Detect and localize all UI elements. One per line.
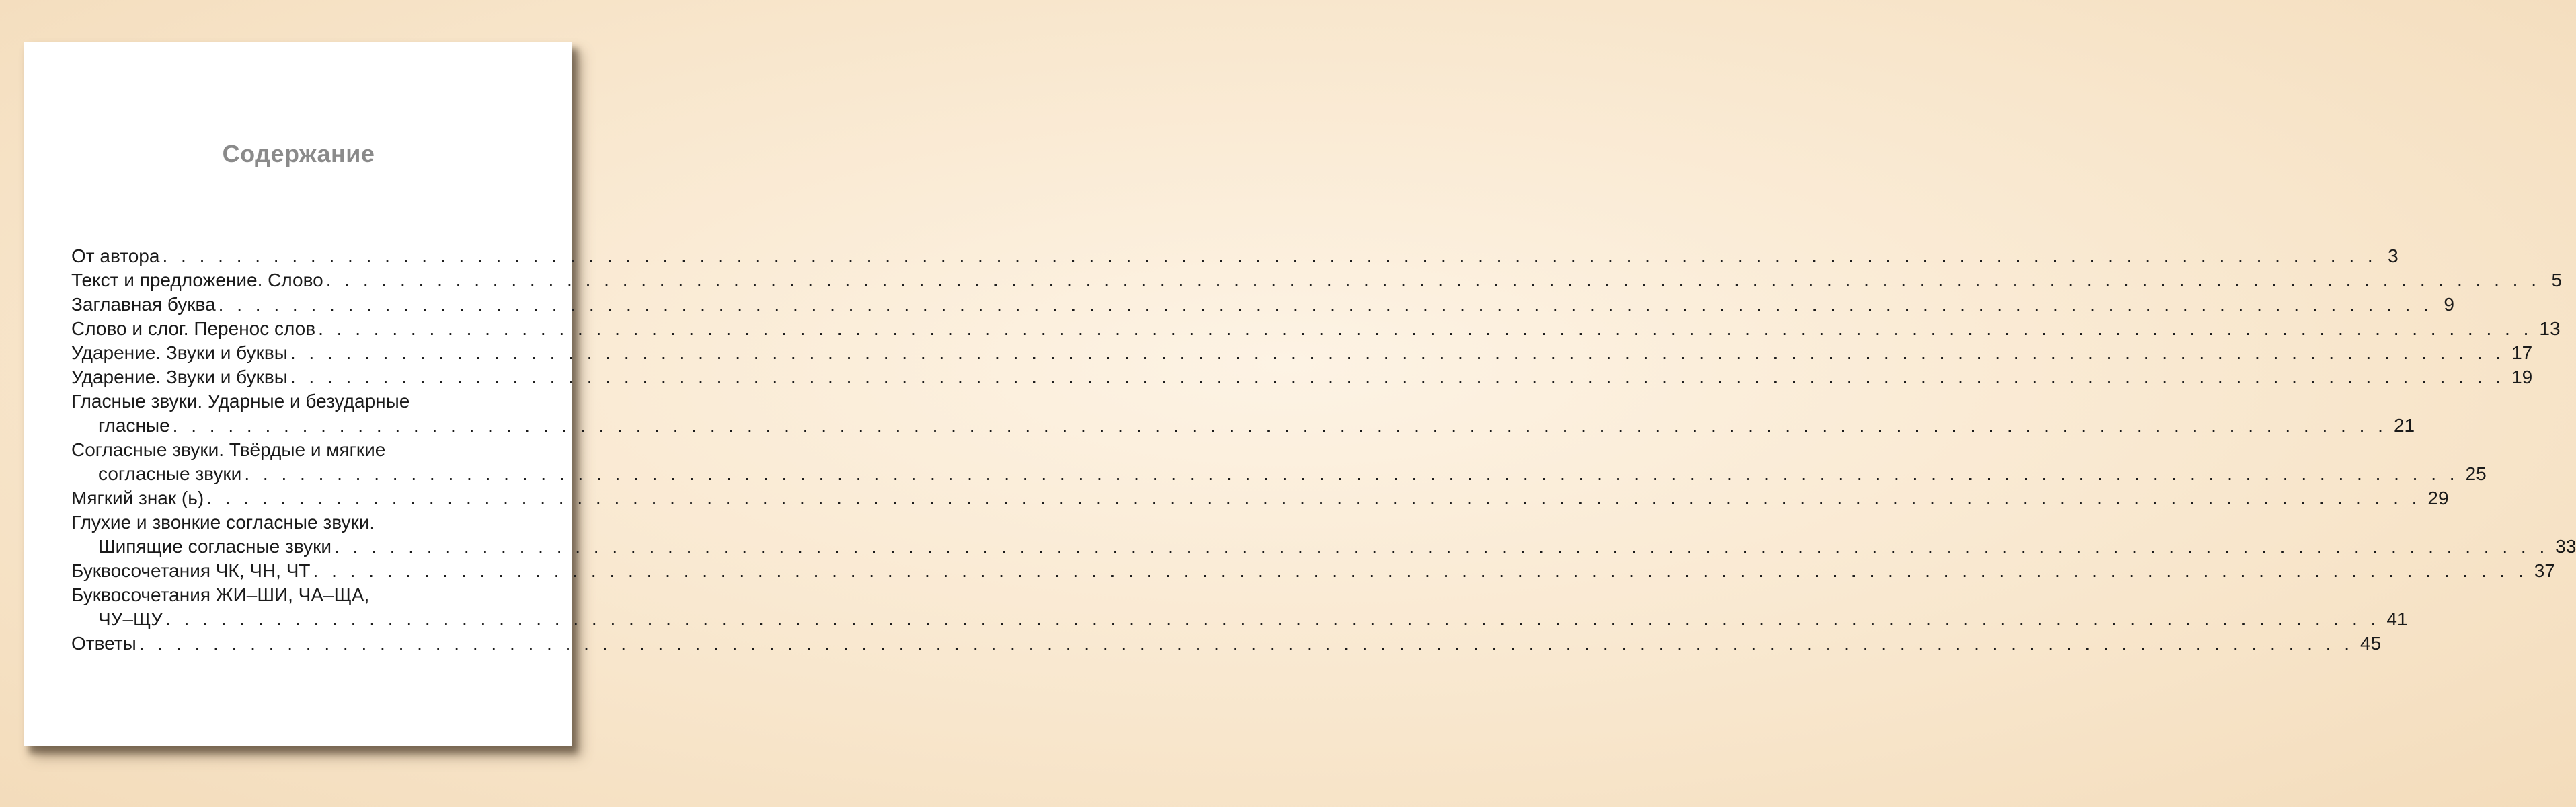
toc-page-number: 17 (2511, 342, 2533, 363)
dot-leader: . . . . . . . . . . . . . . . . . . . . . . . . . . . . . . . . . . . . . . . . . . . . . . . . . . . . . . . . . . . . . . . . . . . . . . . . . . . . . . . . . . . . . . . . . . . . . . . . . . . . . . . . . . . . . . . . . . . . . . . . (139, 633, 2354, 654)
toc-entry-title: Буквосочетания ЧК, ЧН, ЧТ (71, 560, 311, 581)
toc-entry-line (71, 341, 2533, 365)
dot-leader: . . . . . . . . . . . . . . . . . . . . . . . . . . . . . . . . . . . . . . . . . . . . . . . . . . . . . . . . . . . . . . . . . . . . . . . . . . . . . . . . . . . . . . . . . . . . . . . . . . . . . . . . . . . . . . . . . . . . . . . . (244, 463, 2459, 484)
toc-entry (71, 365, 2533, 389)
dot-leader: . . . . . . . . . . . . . . . . . . . . . . . . . . . . . . . . . . . . . . . . . . . . . . . . . . . . . . . . . . . . . . . . . . . . . . . . . . . . . . . . . . . . . . . . . . . . . . . . . . . . . . . . . . . . . . . . . . . . . . . . (318, 318, 2533, 339)
dot-leader: . . . . . . . . . . . . . . . . . . . . . . . . . . . . . . . . . . . . . . . . . . . . . . . . . . . . . . . . . . . . . . . . . . . . . . . . . . . . . . . . . . . . . . . . . . . . . . . . . . . . . . . . . . . . . . . . . . . . . . . . (162, 245, 2377, 266)
dot-leader: . . . . . . . . . . . . . . . . . . . . . . . . . . . . . . . . . . . . . . . . . . . . . . . . . . . . . . . . . . . . . . . . . . . . . . . . . . . . . . . . . . . . . . . . . . . . . . . . . . . . . . . . . . . . . . . . . . . . . . . . (290, 342, 2505, 363)
toc-entry (71, 268, 2563, 293)
dot-leader: . . . . . . . . . . . . . . . . . . . . . . . . . . . . . . . . . . . . . . . . . . . . . . . . . . . . . . . . . . . . . . . . . . . . . . . . . . . . . . . . . . . . . . . . . . . . . . . . . . . . . . . . . . . . . . . . . . . . . . . . (218, 294, 2433, 315)
toc-entry-title: согласные звуки (98, 463, 242, 484)
toc-entry (71, 438, 2487, 486)
toc-entry-line (71, 438, 529, 462)
toc-entry (71, 317, 2561, 341)
toc-page-number: 41 (2386, 609, 2408, 629)
toc-page-number: 45 (2360, 633, 2382, 654)
toc-page-number: 25 (2465, 463, 2487, 484)
toc-entry-title: Буквосочетания ЖИ–ШИ, ЧА–ЩА, (71, 584, 370, 605)
toc-entry-title: От автора (71, 245, 160, 266)
toc-entry-continuation (71, 462, 2487, 486)
toc-entry-line (71, 510, 529, 535)
toc-page-number: 5 (2551, 270, 2563, 291)
toc-page-number: 9 (2444, 294, 2454, 315)
toc-page-number: 19 (2511, 367, 2533, 387)
page-title: Содержание (222, 140, 375, 167)
toc-entry-line (71, 317, 2561, 341)
toc-entry-title: Гласные звуки. Ударные и безударные (71, 391, 410, 412)
toc-entry-title: Ответы (71, 633, 136, 654)
toc-entry (71, 583, 2408, 631)
toc-page-number: 13 (2539, 318, 2561, 339)
dot-leader: . . . . . . . . . . . . . . . . . . . . . . . . . . . . . . . . . . . . . . . . . . . . . . . . . . . . . . . . . . . . . . . . . . . . . . . . . . . . . . . . . . . . . . . . . . . . . . . . . . . . . . . . . . . . . . . . . . . . . . . . (325, 270, 2541, 291)
dot-leader: . . . . . . . . . . . . . . . . . . . . . . . . . . . . . . . . . . . . . . . . . . . . . . . . . . . . . . . . . . . . . . . . . . . . . . . . . . . . . . . . . . . . . . . . . . . . . . . . . . . . . . . . . . . . . . . . . . . . . . . . (290, 367, 2505, 387)
toc-page-number: 33 (2555, 536, 2576, 557)
dot-leader: . . . . . . . . . . . . . . . . . . . . . . . . . . . . . . . . . . . . . . . . . . . . . . . . . . . . . . . . . . . . . . . . . . . . . . . . . . . . . . . . . . . . . . . . . . . . . . . . . . . . . . . . . . . . . . . . . . . . . . . . (334, 536, 2549, 557)
toc-entry-title: Заглавная буква (71, 294, 216, 315)
toc-entry-title: Слово и слог. Перенос слов (71, 318, 316, 339)
toc-entry-title: Согласные звуки. Твёрдые и мягкие (71, 439, 386, 460)
table-of-contents (71, 244, 2576, 656)
dot-leader: . . . . . . . . . . . . . . . . . . . . . . . . . . . . . . . . . . . . . . . . . . . . . . . . . . . . . . . . . . . . . . . . . . . . . . . . . . . . . . . . . . . . . . . . . . . . . . . . . . . . . . . . . . . . . . . . . . . . . . . . (206, 488, 2421, 508)
toc-entry-title: Ударение. Звуки и буквы (71, 367, 288, 387)
document-page (24, 42, 2576, 746)
toc-entry (71, 244, 2398, 268)
toc-entry (71, 631, 2382, 656)
toc-entry-continuation (71, 414, 2415, 438)
toc-entry-line (71, 631, 2382, 656)
dot-leader: . . . . . . . . . . . . . . . . . . . . . . . . . . . . . . . . . . . . . . . . . . . . . . . . . . . . . . . . . . . . . . . . . . . . . . . . . . . . . . . . . . . . . . . . . . . . . . . . . . . . . . . . . . . . . . . . . . . . . . . . (172, 415, 2387, 436)
toc-page-number: 29 (2427, 488, 2449, 508)
toc-entry-title: Ударение. Звуки и буквы (71, 342, 288, 363)
toc-entry-line (71, 293, 2454, 317)
toc-entry (71, 293, 2454, 317)
toc-entry-line (71, 389, 529, 414)
toc-entry-continuation (71, 607, 2408, 631)
toc-entry (71, 486, 2449, 510)
toc-entry (71, 510, 2576, 559)
toc-entry-title: Глухие и звонкие согласные звуки. (71, 512, 375, 533)
toc-entry-title: Текст и предложение. Слово (71, 270, 323, 291)
toc-entry-title: гласные (98, 415, 170, 436)
toc-entry-line (71, 583, 529, 607)
dot-leader: . . . . . . . . . . . . . . . . . . . . . . . . . . . . . . . . . . . . . . . . . . . . . . . . . . . . . . . . . . . . . . . . . . . . . . . . . . . . . . . . . . . . . . . . . . . . . . . . . . . . . . . . . . . . . . . . . . . . . . . . (313, 560, 2528, 581)
toc-entry-line (71, 365, 2533, 389)
toc-entry-title: ЧУ–ЩУ (98, 609, 163, 629)
toc-entry (71, 559, 2555, 583)
toc-entry-line (71, 486, 2449, 510)
toc-page-number: 37 (2534, 560, 2555, 581)
toc-page-number: 3 (2388, 245, 2398, 266)
toc-entry-line (71, 268, 2563, 293)
toc-entry-title: Мягкий знак (ь) (71, 488, 204, 508)
toc-entry (71, 341, 2533, 365)
toc-entry-continuation (71, 535, 2576, 559)
toc-entry (71, 389, 2415, 438)
toc-entry-line (71, 559, 2555, 583)
toc-entry-line (71, 244, 2398, 268)
dot-leader: . . . . . . . . . . . . . . . . . . . . . . . . . . . . . . . . . . . . . . . . . . . . . . . . . . . . . . . . . . . . . . . . . . . . . . . . . . . . . . . . . . . . . . . . . . . . . . . . . . . . . . . . . . . . . . . . . . . . . . . . (165, 609, 2380, 629)
toc-page-number: 21 (2393, 415, 2415, 436)
toc-entry-title: Шипящие согласные звуки (98, 536, 331, 557)
